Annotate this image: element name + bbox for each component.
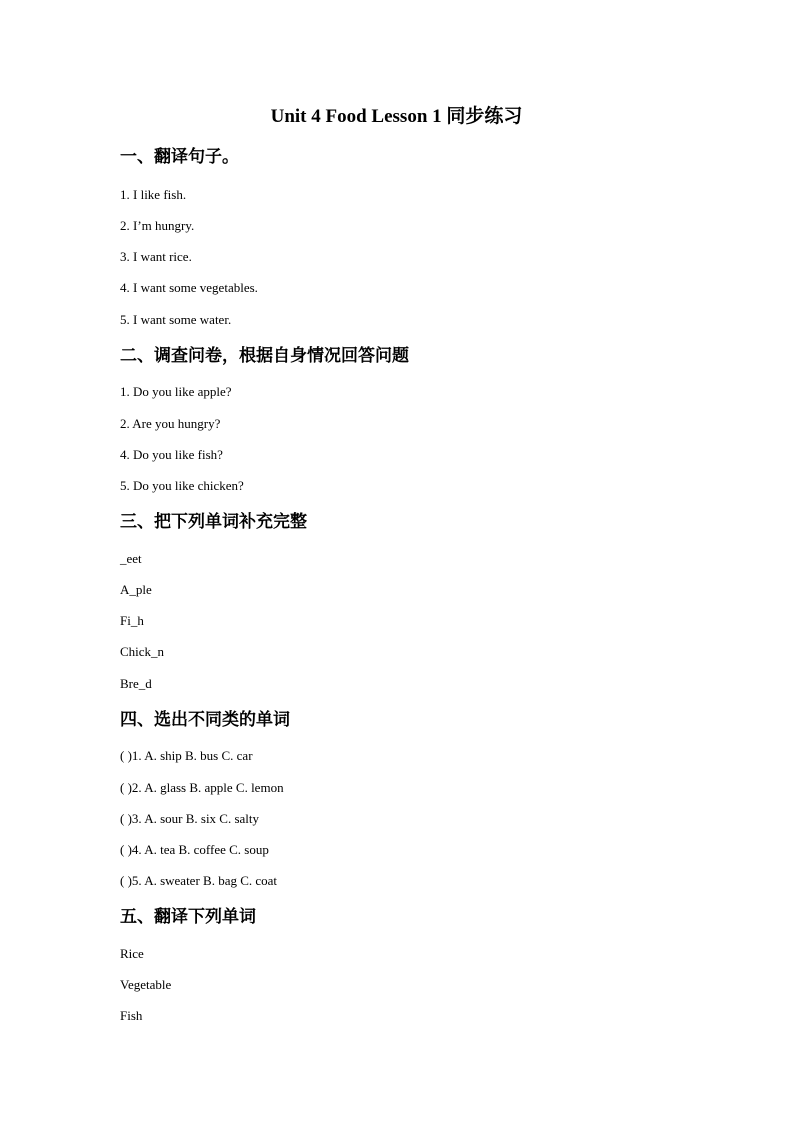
exercise-line: 4. I want some vegetables.	[120, 280, 258, 295]
exercise-line: Vegetable	[120, 977, 172, 992]
exercise-line: ( )1. A. ship B. bus C. car	[120, 748, 253, 763]
exercise-line: 1. I like fish.	[120, 187, 187, 202]
exercise-line: 3. I want rice.	[120, 249, 192, 264]
exercise-line: ( )2. A. glass B. apple C. lemon	[120, 780, 284, 795]
exercise-line: Chick_n	[120, 644, 165, 659]
exercise-line: Rice	[120, 946, 144, 961]
section-heading-odd-one-out: 四、选出不同类的单词	[120, 710, 290, 729]
exercise-line: ( )5. A. sweater B. bag C. coat	[120, 873, 278, 888]
page-title: Unit 4 Food Lesson 1 同步练习	[270, 106, 523, 127]
exercise-line: A_ple	[120, 582, 152, 597]
exercise-line: Fish	[120, 1008, 143, 1023]
exercise-line: ( )3. A. sour B. six C. salty	[120, 811, 260, 826]
exercise-line: 2. Are you hungry?	[120, 416, 221, 431]
section-heading-survey: 二、调查问卷，根据自身情况回答问题	[120, 346, 409, 365]
exercise-line: 5. I want some water.	[120, 312, 232, 327]
exercise-line: 5. Do you like chicken?	[120, 478, 244, 493]
section-heading-translate-words: 五、翻译下列单词	[120, 907, 256, 926]
exercise-line: Bre_d	[120, 676, 152, 691]
exercise-line: ( )4. A. tea B. coffee C. soup	[120, 842, 269, 857]
section-heading-complete-words: 三、把下列单词补充完整	[120, 512, 307, 531]
exercise-line: _eet	[120, 551, 142, 566]
exercise-line: 2. I’m hungry.	[120, 218, 195, 233]
section-heading-translate-sentences: 一、翻译句子。	[120, 147, 239, 166]
exercise-line: Fi_h	[120, 613, 144, 628]
exercise-line: 1. Do you like apple?	[120, 384, 232, 399]
exercise-line: 4. Do you like fish?	[120, 447, 223, 462]
